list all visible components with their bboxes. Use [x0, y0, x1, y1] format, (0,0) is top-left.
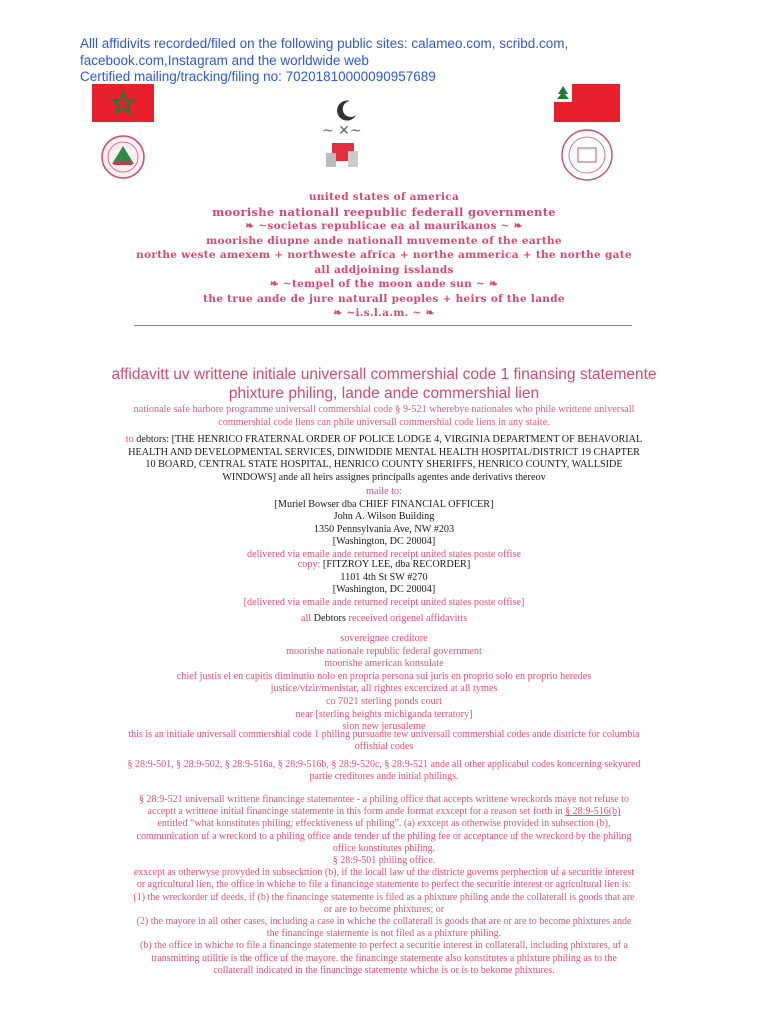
body-line: (b) the office in whiche to file a financinge statemente to perfect a securitie interest in collaterall, including phixtures, uf a [140, 940, 628, 952]
body-line: or agricultural lien, the office in whiche to file a financinge statemente to perfect the securitie interest or agricultural lien is: [136, 879, 632, 891]
notice-line-2: facebook.com,Instagram and the worldwide web [80, 52, 369, 68]
body-line: § 28:9-501 philing office. [332, 855, 436, 867]
mailto-delivery: delivered via emaile ande returned receipt united states poste offise [247, 548, 521, 560]
body-line: entitled “what konstitutes philing; effecktiveness uf philing”. (a) exxcept as otherwise provided in subsection (b), [157, 818, 611, 830]
creditor-line: sovereignee creditore [340, 633, 428, 644]
body-line: collaterall indicated in the financinge statemente whiche is or is to bekome phixtures. [213, 964, 555, 976]
received-debtors: Debtors [313, 613, 346, 624]
document-header [60, 190, 708, 321]
debtors-prefix: to [125, 434, 137, 445]
header-line: all addjoining isslands [314, 263, 454, 276]
received-post: receeived origenel affidavitts [345, 613, 468, 624]
creditor-block [60, 633, 708, 734]
subtitle-line-2: commershial code liens can phile universall commershial code liens in any staite. [218, 416, 550, 428]
title-line-2: phixture philing, lande ande commershial lien [228, 385, 540, 402]
header-divider [134, 325, 632, 326]
body-line: transmitting utilitie is the office uf the mayore. the financinge statemente also konstitutes a phixture philing as to the [151, 952, 617, 964]
codes-line-1: § 28:9-501, § 28:9-502, § 28:9-516a, § 28:9-516b, § 28:9-520c, § 28:9-521 ande all other applicabul codes koncerning sekyured [127, 759, 641, 770]
debtors-line-3: 10 BOARD, CENTRAL STATE HOSPITAL, HENRICO COUNTY SHERIFFS, HENRICO COUNTY, WALLSIDE [145, 459, 623, 471]
statute-link[interactable]: § 28:9-516(b) [565, 806, 621, 818]
mailto-line: [Muriel Bowser dba CHIEF FINANCIAL OFFICER] [274, 498, 494, 510]
copy-delivery: [delivered via emaile ande returned receipt united states poste offise] [243, 596, 525, 608]
creditor-line: moorishe nationale republic federal government [286, 645, 482, 657]
header-line: northe weste amexem + northweste africa + northe ammerica + the northe gate [136, 249, 632, 261]
mailto-block [60, 486, 708, 562]
body-line: the financinge statemente is not filed as a phixture philing. [266, 928, 502, 940]
subtitle [60, 404, 708, 429]
header-line: ❧ ~tempel of the moon ande sun ~ ❧ [269, 278, 499, 290]
received-pre: all [300, 613, 314, 624]
copy-line: [FITZROY LEE, dba RECORDER] [322, 559, 471, 570]
copy-label: copy: [297, 559, 323, 570]
body-line: (2) the mayore in all other cases, including a case in whiche the collaterall is goods that are or are to become phixtures ande [136, 916, 632, 928]
mailto-line: [Washington, DC 20004] [332, 536, 436, 548]
crescent-emblem-icon [312, 95, 382, 175]
creditor-line: near [sterling heights michiganda terratory] [295, 708, 473, 720]
codes-line-2: partie creditores ande initial philings. [309, 771, 459, 783]
header-line: the true ande de jure naturall peoples + heirs of the lande [203, 292, 565, 305]
body-line: or are to become phixtures; or [323, 903, 445, 915]
codes-paragraph [70, 759, 698, 783]
intro-paragraph [70, 729, 698, 753]
copy-line: 1101 4th St SW #270 [340, 571, 428, 583]
mailto-line: John A. Wilson Building [333, 511, 435, 523]
right-seal-icon [560, 128, 614, 182]
body-line: office konstitutes philing. [332, 842, 436, 854]
creditor-line: chief justis el en capitis diminutio nolo en propria persona sui juris en proprio solo en proprio heredes [176, 670, 592, 682]
header-line: united states of america [308, 191, 460, 203]
left-seal-icon [100, 134, 146, 180]
tracking-number: Certified mailing/tracking/filing no: 70201810000090957689 [80, 69, 436, 84]
document-title [40, 365, 728, 403]
body-line: acceptt a writtene initial financinge statemente in this form ande format exxcept for a reason set forth in [147, 806, 566, 818]
notice-line-1: Alll affidivits recorded/filed on the following public sites: calameo.com, scribd.com, [80, 36, 569, 51]
public-sites-notice [80, 36, 700, 86]
creditor-line: co 7021 sterling ponds court [325, 695, 442, 707]
creditor-line: sion new jerusaleme [342, 721, 426, 733]
right-flag-icon [554, 84, 620, 122]
moroccan-flag-icon [92, 84, 154, 122]
creditor-line: justice/vizir/menistar, all rightes excercized at all tymes [270, 683, 498, 695]
received-line [60, 613, 708, 626]
intro-line-1: this is an initiale universall commershial code 1 philing pursuante tew universall commershial codes ande districte for columbia [128, 729, 640, 740]
statute-body [70, 794, 698, 977]
mailto-label: maile to: [366, 486, 402, 497]
copy-block [60, 559, 708, 609]
debtors-line-2: HEALTH AND DEVELOPMENTAL SERVICES, DINWIDDIE MENTAL HEALTH HOSPITAL/DISTRICT 19 CHAPTER [128, 446, 640, 458]
mailto-line: 1350 Pennsylvania Ave, NW #203 [313, 523, 455, 535]
copy-line: [Washington, DC 20004] [332, 584, 436, 596]
debtors-block [60, 434, 708, 484]
title-line-1: affidavitt uv writtene initiale universall commershial code 1 finansing statemente [111, 366, 657, 383]
header-line: ❧ ~i.s.l.a.m. ~ ❧ [333, 307, 435, 319]
body-line: (1) the wreckorder uf deeds, if (b) the financinge statemente is filed as a phixture philing ande the collaterall is goods that are [133, 891, 635, 903]
header-line: moorishe nationall reepublic federall governmente [212, 204, 556, 219]
creditor-line: moorishe american konsulate [324, 658, 444, 670]
header-line: ❧ ~societas republicae ea al maurikanos ~ ❧ [245, 220, 523, 232]
intro-line-2: offishial codes [354, 741, 414, 753]
subtitle-line-1: nationale safe harbore programme universall commershial code § 9-521 wherebye nationales who phile writtene universall [133, 404, 635, 415]
body-line: communication uf a wreckord to a philing office ande tender uf the philing fee or acceptance uf the wreckord by the philing [136, 830, 632, 842]
header-line: moorishe diupne ande nationall muvemente of the earthe [206, 234, 562, 247]
body-line: § 28:9-521 universall writtene financinge statementee - a philing office that accepts writtene wreckords maye not refuse to [139, 794, 629, 805]
debtors-line-1: debtors: [THE HENRICO FRATERNAL ORDER OF POLICE LODGE 4, VIRGINIA DEPARTMENT OF BEHAVORIAL [136, 434, 643, 445]
body-line: exxcept as otherwyse provyded in subseckttion (b), if the locall law uf the districte governs perphection uf a securitie interest [133, 867, 635, 879]
svg-text:~ ✕~: ~ ✕~ [322, 123, 362, 139]
debtors-line-4: WINDOWS] ande all heirs assignes principalls agentes ande derivativs thereov [222, 471, 546, 483]
